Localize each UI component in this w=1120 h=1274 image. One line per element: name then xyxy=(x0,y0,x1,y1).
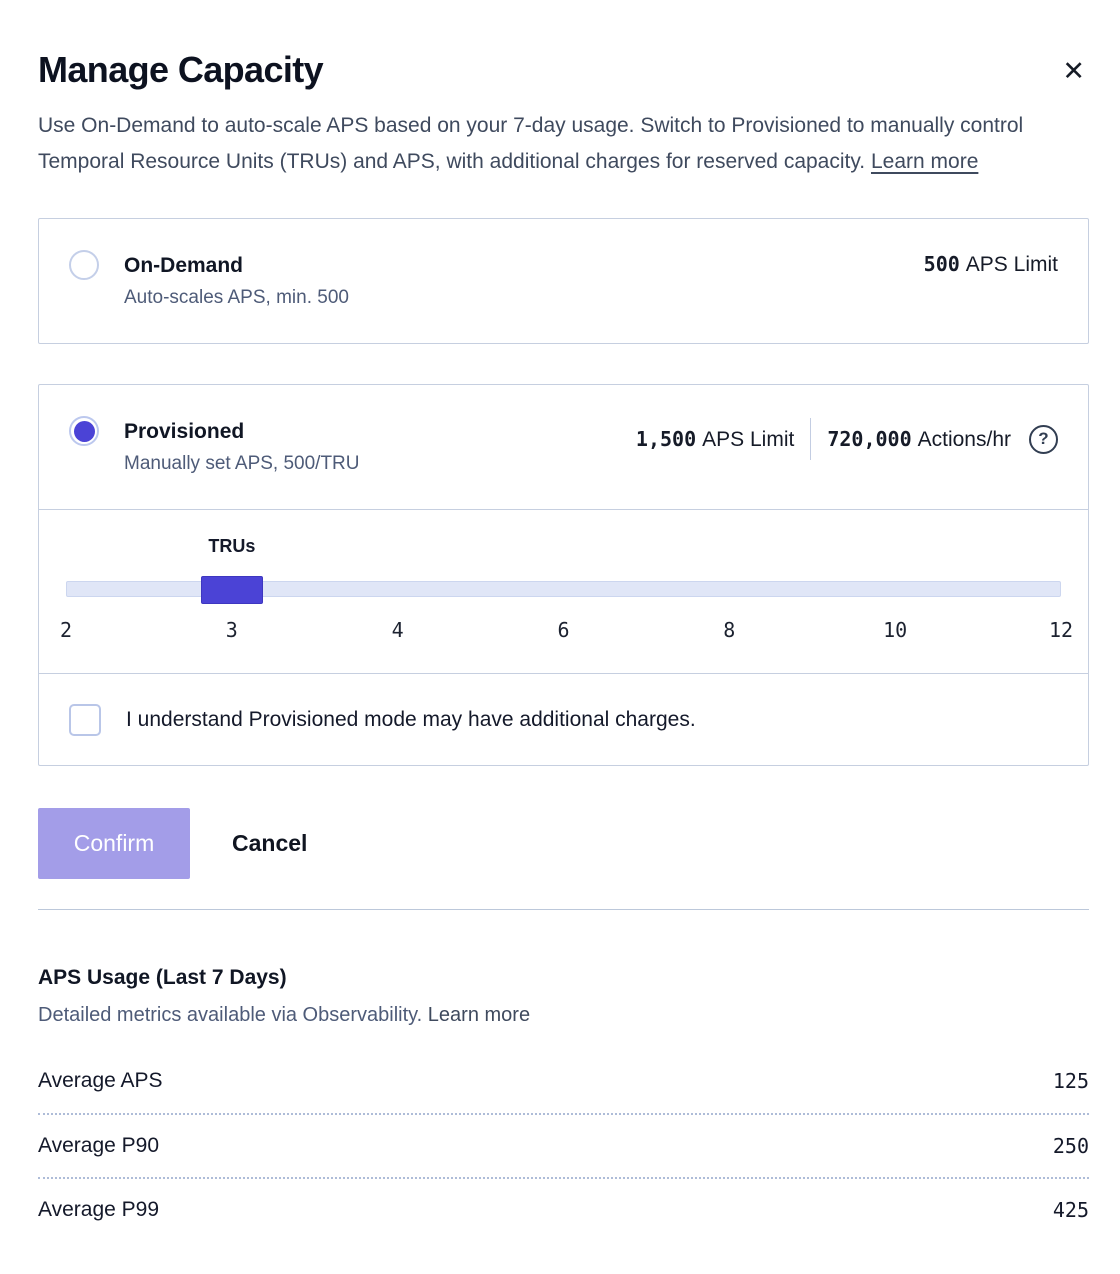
dialog-header xyxy=(38,48,1089,92)
provisioned-plan-row[interactable] xyxy=(39,385,1088,509)
row-label: Average P99 xyxy=(38,1198,160,1221)
help-glyph: ? xyxy=(1038,429,1049,448)
slider-ticks xyxy=(59,618,1074,644)
page-title: Manage Capacity xyxy=(38,49,324,90)
table-row xyxy=(38,1177,1089,1241)
row-value: 250 xyxy=(1052,1134,1089,1158)
tick-8: 8 xyxy=(723,618,736,642)
on-demand-radio[interactable] xyxy=(69,250,99,280)
table-row xyxy=(38,1049,1089,1113)
dialog-description xyxy=(38,108,1083,180)
provisioned-subtitle: Manually set APS, 500/TRU xyxy=(124,453,360,474)
on-demand-card[interactable] xyxy=(38,218,1089,344)
usage-learn-more-link[interactable]: Learn more xyxy=(427,1004,531,1026)
provisioned-text xyxy=(124,418,360,476)
tick-4: 4 xyxy=(391,618,404,642)
cancel-button[interactable]: Cancel xyxy=(226,829,313,858)
usage-table xyxy=(38,1049,1089,1241)
provisioned-title: Provisioned xyxy=(124,420,245,443)
acknowledge-checkbox[interactable] xyxy=(69,704,101,736)
on-demand-aps-unit: APS Limit xyxy=(965,253,1058,276)
limits-divider xyxy=(810,418,811,460)
close-button[interactable] xyxy=(1058,54,1089,89)
row-label: Average APS xyxy=(38,1069,163,1092)
on-demand-subtitle: Auto-scales APS, min. 500 xyxy=(124,287,349,308)
provisioned-radio[interactable] xyxy=(69,416,99,446)
tick-6: 6 xyxy=(557,618,570,642)
provisioned-aps-value: 1,500 xyxy=(635,426,697,451)
on-demand-text xyxy=(124,252,349,310)
row-value: 125 xyxy=(1052,1069,1089,1093)
acknowledgement-section xyxy=(39,673,1088,765)
confirm-button[interactable]: Confirm xyxy=(38,808,190,879)
usage-subtitle-text: Detailed metrics available via Observability. xyxy=(38,1004,423,1026)
provisioned-card xyxy=(38,384,1089,766)
usage-title: APS Usage (Last 7 Days) xyxy=(38,966,287,989)
radio-selected-dot xyxy=(74,421,95,442)
tick-2: 2 xyxy=(59,618,73,642)
provisioned-aps-unit: APS Limit xyxy=(702,427,795,451)
description-learn-more-link[interactable]: Learn more xyxy=(870,150,979,173)
tick-10: 10 xyxy=(883,618,908,642)
tick-3: 3 xyxy=(225,618,238,642)
section-divider xyxy=(38,909,1089,910)
slider-handle[interactable] xyxy=(201,576,263,604)
on-demand-aps-value: 500 xyxy=(923,252,960,276)
row-value: 425 xyxy=(1052,1198,1089,1222)
table-row xyxy=(38,1113,1089,1177)
on-demand-limit xyxy=(924,252,1058,277)
row-label: Average P90 xyxy=(38,1134,160,1157)
usage-subtitle xyxy=(38,1004,1089,1027)
tick-12: 12 xyxy=(1048,618,1074,642)
tru-slider-section xyxy=(39,509,1088,673)
on-demand-plan-row xyxy=(39,219,1088,343)
provisioned-actions-unit: Actions/hr xyxy=(917,427,1011,451)
provisioned-actions-value: 720,000 xyxy=(827,426,912,451)
acknowledge-label: I understand Provisioned mode may have additional charges. xyxy=(126,707,696,731)
description-text: Use On-Demand to auto-scale APS based on your 7-day usage. Switch to Provisioned to manually control Temporal Resource Units (TRUs) and APS, with additional charges for reserved capacity. xyxy=(38,114,1024,173)
help-icon[interactable] xyxy=(1029,425,1058,454)
dialog-actions xyxy=(38,808,1089,879)
on-demand-title: On-Demand xyxy=(124,254,244,277)
tru-slider[interactable] xyxy=(66,536,1061,604)
close-icon: ✕ xyxy=(1062,56,1085,86)
slider-label: TRUs xyxy=(208,536,256,556)
provisioned-limits xyxy=(636,418,1058,460)
